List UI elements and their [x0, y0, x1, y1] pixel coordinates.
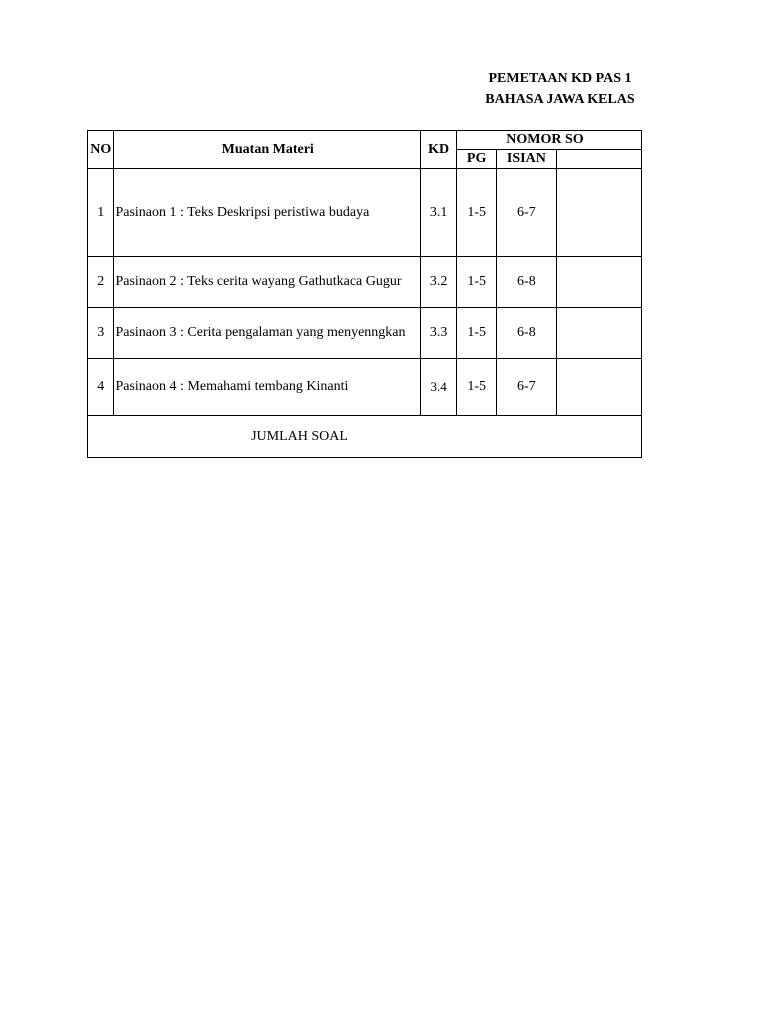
table-row — [88, 308, 642, 359]
header-kd: KD — [421, 131, 457, 169]
table-row — [88, 359, 642, 416]
header-extra — [556, 150, 641, 169]
table-footer-row — [88, 416, 642, 458]
table-row — [88, 169, 642, 257]
row-materi: Pasinaon 1 : Teks Deskripsi peristiwa budaya — [114, 169, 421, 257]
header-nomor-soal: NOMOR SO — [457, 131, 642, 150]
kd-mapping-table — [87, 130, 642, 458]
row-kd: 3.4 — [421, 359, 457, 416]
row-kd: 3.1 — [421, 169, 457, 257]
row-extra — [556, 257, 641, 308]
row-materi: Pasinaon 2 : Teks cerita wayang Gathutkaca Gugur — [114, 257, 421, 308]
row-no: 4 — [88, 359, 114, 416]
document-title: PEMETAAN KD PAS 1 — [488, 71, 632, 86]
row-materi: Pasinaon 3 : Cerita pengalaman yang menyenngkan — [114, 308, 421, 359]
row-no: 1 — [88, 169, 114, 257]
header-isian: ISIAN — [497, 150, 557, 169]
row-isian: 6-7 — [497, 359, 557, 416]
header-muatan-materi: Muatan Materi — [114, 131, 421, 169]
row-isian: 6-8 — [497, 257, 557, 308]
row-extra — [556, 169, 641, 257]
row-materi: Pasinaon 4 : Memahami tembang Kinanti — [114, 359, 421, 416]
table-row — [88, 257, 642, 308]
row-extra — [556, 308, 641, 359]
document-subtitle: BAHASA JAWA KELAS — [485, 92, 635, 107]
row-pg: 1-5 — [457, 257, 497, 308]
row-kd: 3.3 — [421, 308, 457, 359]
table-header-row — [88, 131, 642, 150]
header-pg: PG — [457, 150, 497, 169]
row-pg: 1-5 — [457, 169, 497, 257]
jumlah-soal-label: JUMLAH SOAL — [88, 416, 642, 458]
row-pg: 1-5 — [457, 308, 497, 359]
row-no: 3 — [88, 308, 114, 359]
row-isian: 6-8 — [497, 308, 557, 359]
header-no: NO — [88, 131, 114, 169]
row-pg: 1-5 — [457, 359, 497, 416]
row-no: 2 — [88, 257, 114, 308]
row-isian: 6-7 — [497, 169, 557, 257]
row-extra — [556, 359, 641, 416]
row-kd: 3.2 — [421, 257, 457, 308]
